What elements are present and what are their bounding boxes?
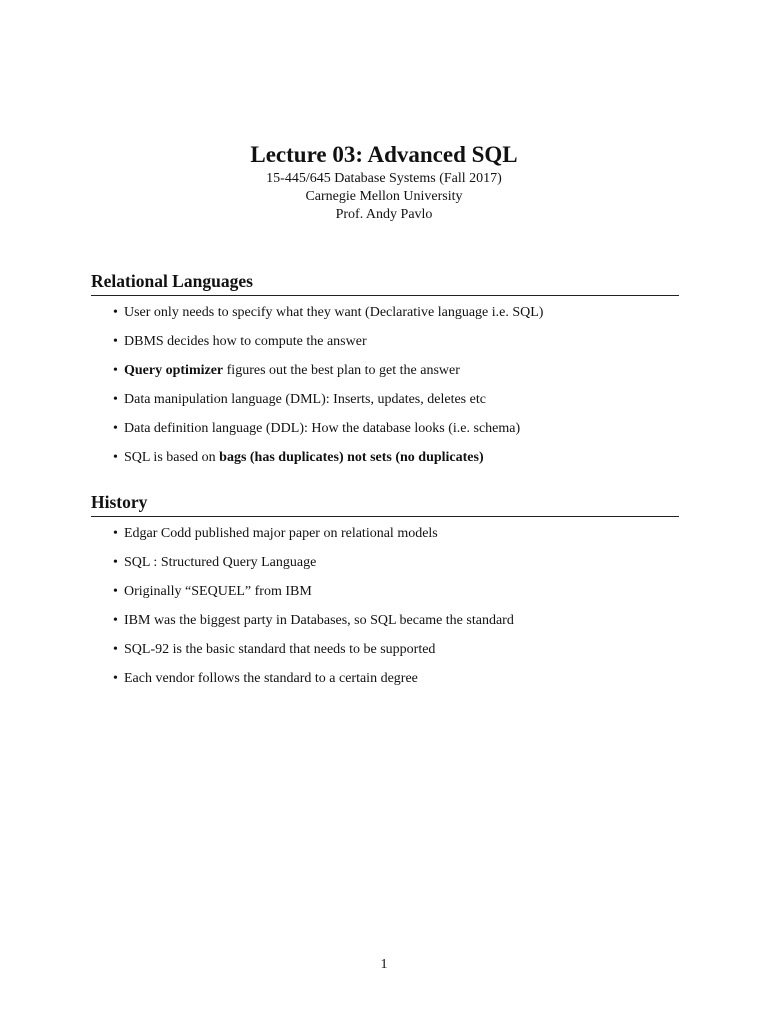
bullet-icon: •	[113, 305, 118, 320]
list-item-text: DBMS decides how to compute the answer	[124, 334, 367, 349]
university-name: Carnegie Mellon University	[305, 189, 463, 204]
list-item	[91, 554, 679, 572]
course-name: 15-445/645 Database Systems (Fall 2017)	[266, 171, 502, 186]
list-item-text: figures out the best plan to get the answer	[223, 363, 460, 378]
title-block	[0, 140, 768, 224]
bullet-icon: •	[113, 392, 118, 407]
bullet-list	[91, 525, 679, 688]
bullet-list	[91, 304, 679, 467]
lecture-title: Lecture 03: Advanced SQL	[250, 142, 518, 167]
list-item	[91, 612, 679, 630]
list-item-text: IBM was the biggest party in Databases, so SQL became the standard	[124, 613, 514, 628]
bullet-icon: •	[113, 334, 118, 349]
bullet-icon: •	[113, 642, 118, 657]
list-item-text: SQL is based on	[124, 450, 220, 465]
section-relational-languages	[91, 270, 679, 467]
list-item	[91, 641, 679, 659]
list-item-bold-term: bags (has duplicates) not sets (no duplicates)	[219, 450, 484, 465]
list-item-bold-term: Query optimizer	[124, 363, 224, 378]
bullet-icon: •	[113, 450, 118, 465]
bullet-icon: •	[113, 555, 118, 570]
list-item	[91, 670, 679, 688]
list-item-text: SQL-92 is the basic standard that needs to be supported	[124, 642, 436, 657]
bullet-icon: •	[113, 421, 118, 436]
list-item	[91, 333, 679, 351]
bullet-icon: •	[113, 363, 118, 378]
section-heading: Relational Languages	[91, 270, 679, 296]
list-item	[91, 391, 679, 409]
list-item-text: Originally “SEQUEL” from IBM	[124, 584, 312, 599]
bullet-icon: •	[113, 613, 118, 628]
bullet-icon: •	[113, 526, 118, 541]
list-item	[91, 362, 679, 380]
bullet-icon: •	[113, 584, 118, 599]
section-history	[91, 491, 679, 688]
list-item-text: SQL : Structured Query Language	[124, 555, 317, 570]
list-item	[91, 583, 679, 601]
list-item	[91, 449, 679, 467]
section-heading: History	[91, 491, 679, 517]
list-item-text: Edgar Codd published major paper on relational models	[124, 526, 438, 541]
page-number: 1	[380, 957, 388, 972]
list-item-text: User only needs to specify what they want (Declarative language i.e. SQL)	[124, 305, 544, 320]
list-item-text: Data manipulation language (DML): Inserts, updates, deletes etc	[124, 392, 486, 407]
list-item-text: Each vendor follows the standard to a certain degree	[124, 671, 418, 686]
professor-name: Prof. Andy Pavlo	[335, 207, 433, 222]
bullet-icon: •	[113, 671, 118, 686]
list-item-text: Data definition language (DDL): How the database looks (i.e. schema)	[124, 421, 521, 436]
list-item	[91, 420, 679, 438]
list-item	[91, 525, 679, 543]
list-item	[91, 304, 679, 322]
